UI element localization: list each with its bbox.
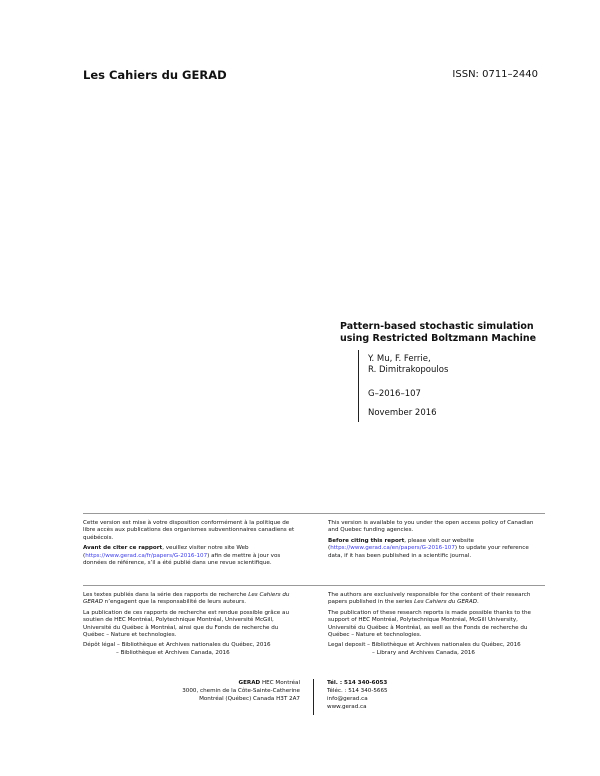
- fr-access: Cette version est mise à votre disposition conformément à la politique de libre accès aux publications des organismes subventionnaires canadiens et québécois.: [83, 520, 295, 541]
- en-responsibility: [328, 592, 541, 607]
- title-rule: [358, 350, 359, 422]
- en-resp-post: .: [477, 599, 479, 606]
- fr-cite-text-1: , veuillez visiter notre site Web (: [83, 545, 249, 559]
- paper-title-line-2: using Restricted Boltzmann Machine: [340, 333, 537, 344]
- contact-tel-label: Tél.: [327, 680, 338, 686]
- en-legal-line-2: – Library and Archives Canada, 2016: [372, 649, 475, 656]
- contact-tel: [327, 679, 497, 687]
- divider-middle: [83, 585, 545, 586]
- series-title: Les Cahiers du GERAD: [83, 68, 227, 82]
- en-resp-pre: The authors are exclusively responsible for the content of their research papers published in the series: [328, 592, 531, 606]
- contact-email[interactable]: info@gerad.ca: [327, 696, 368, 702]
- fr-responsibility: [83, 592, 296, 607]
- en-cite: [328, 538, 541, 560]
- address-org-rest: HEC Montréal: [260, 680, 300, 686]
- authors: [368, 354, 448, 376]
- address-org: [130, 679, 300, 687]
- authors-line-2: R. Dimitrakopoulos: [368, 365, 449, 375]
- address-org-name: GERAD: [238, 680, 261, 686]
- contact-fax: Téléc. : 514 340-5665: [327, 688, 388, 694]
- english-access-notice: [328, 520, 541, 563]
- en-legal-line-1: Legal deposit – Bibliothèque et Archives nationales du Québec, 2016: [328, 642, 521, 649]
- en-cite-text-2: ) to update your reference data, if it has been published in a scientific journal.: [328, 545, 529, 559]
- issn: ISSN: 0711–2440: [452, 69, 538, 80]
- contact-web[interactable]: www.gerad.ca: [327, 704, 367, 710]
- address-street: 3000, chemin de la Côte-Sainte-Catherine: [182, 688, 300, 694]
- en-cite-link[interactable]: https://www.gerad.ca/en/papers/G-2016-107: [330, 545, 455, 552]
- divider-top: [83, 513, 545, 514]
- en-cite-text-1: , please visit our website (: [328, 537, 474, 552]
- fr-legal-line-1: Dépôt légal – Bibliothèque et Archives nationales du Québec, 2016: [83, 642, 271, 649]
- fr-resp-post: n’engagent que la responsabilité de leurs auteurs.: [102, 599, 247, 606]
- fr-legal-line-2: – Bibliothèque et Archives Canada, 2016: [116, 649, 230, 656]
- en-resp-em: Les Cahiers du GERAD: [414, 599, 478, 606]
- french-legal-notice: [83, 592, 296, 657]
- fr-resp-em: Les Cahiers du GERAD: [83, 592, 290, 606]
- french-access-notice: [83, 520, 296, 570]
- fr-funding: La publication de ces rapports de recherche est rendue possible grâce au soutien de HEC Montréal, Polytechnique Montréal, Université McGill, Université du Québec à Montréal, ainsi que du Fonds de recherche du Québec – Nature et technologies.: [83, 609, 289, 639]
- paper-title: [340, 321, 536, 345]
- report-number: G–2016–107: [368, 389, 421, 399]
- contact-info: [327, 679, 497, 711]
- en-funding: The publication of these research reports is made possible thanks to the support of HEC Montréal, Polytechnique Montréal, McGill University, Université du Québec à Montréal, as well as the Fonds de recherche du Québec – Nature et technologies.: [328, 609, 531, 639]
- address-city: Montréal (Québec) Canada H3T 2A7: [199, 696, 300, 702]
- postal-address: [130, 679, 300, 703]
- fr-cite-bold: Avant de citer ce rapport: [83, 545, 163, 552]
- fr-cite-text-2: ) afin de mettre à jour vos données de référence, s’il a été publié dans une revue scientifique.: [83, 552, 281, 567]
- en-access: This version is available to you under the open access policy of Canadian and Quebec funding agencies.: [328, 520, 534, 534]
- fr-cite: [83, 545, 296, 567]
- address-separator: [313, 679, 314, 715]
- english-legal-notice: [328, 592, 541, 657]
- fr-cite-link[interactable]: https://www.gerad.ca/fr/papers/G-2016-107: [85, 552, 208, 559]
- authors-line-1: Y. Mu, F. Ferrie,: [368, 354, 431, 364]
- en-cite-bold: Before citing this report: [328, 537, 405, 544]
- contact-tel-value: : 514 340-6053: [337, 680, 388, 686]
- fr-resp-pre: Les textes publiés dans la série des rapports de recherche: [83, 592, 249, 598]
- report-date: November 2016: [368, 408, 437, 418]
- paper-title-line-1: Pattern-based stochastic simulation: [340, 321, 534, 332]
